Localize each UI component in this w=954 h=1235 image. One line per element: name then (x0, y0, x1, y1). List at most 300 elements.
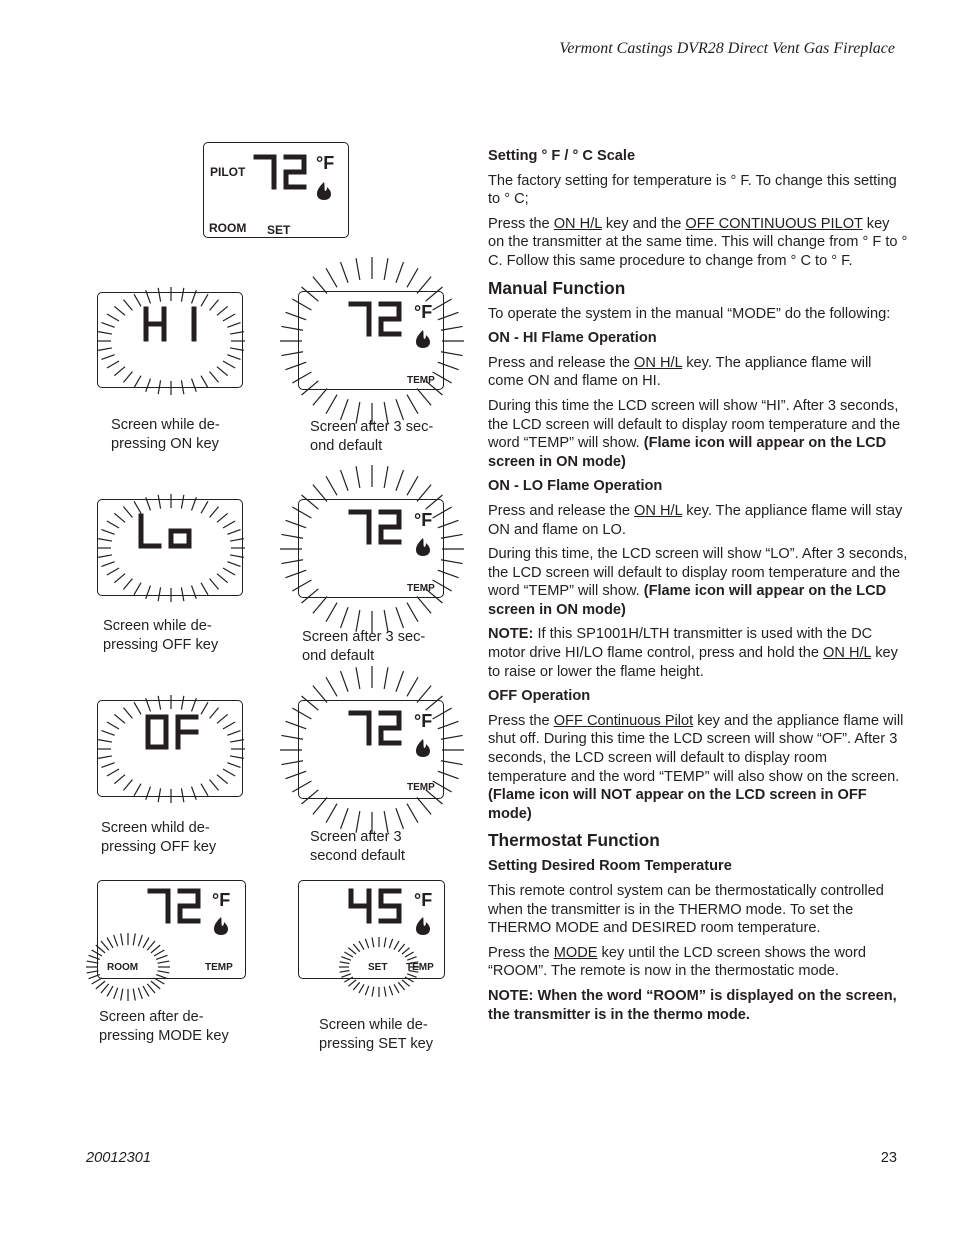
flash-ray (341, 607, 349, 628)
flash-ray (405, 952, 414, 957)
flash-ray (417, 277, 431, 294)
text-run: Press the (488, 712, 554, 729)
flash-ray (121, 934, 123, 946)
flash-ray (98, 555, 112, 557)
thermostat-subheading: Setting Desired Room Temperature (488, 858, 732, 875)
key-name: OFF CONTINUOUS PILOT (685, 215, 863, 232)
flash-ray (384, 466, 388, 488)
flash-ray (398, 944, 404, 952)
flash-ray (201, 501, 208, 513)
lo-paragraph-1 (488, 502, 908, 539)
text-run: key. The appliance flame will stay ON and flame on LO. (488, 502, 903, 538)
caption-mode: Screen after de- pressing MODE key (99, 1009, 229, 1044)
hi-paragraph-2 (488, 397, 908, 471)
flash-ray (417, 596, 431, 613)
flash-ray (154, 950, 164, 956)
flash-ray (394, 941, 399, 950)
flash-ray (433, 299, 452, 310)
document-number: 20012301 (86, 1150, 151, 1166)
flash-ray (340, 970, 350, 972)
digit-display (150, 891, 198, 921)
unit-label: °F (212, 890, 231, 910)
hi-paragraph-1 (488, 354, 908, 391)
flash-ray (372, 987, 374, 997)
flash-ray (426, 696, 443, 710)
flash-ray (101, 941, 109, 950)
key-name: ON H/L (634, 354, 683, 371)
flash-ray (407, 603, 418, 622)
flash-ray (223, 314, 235, 321)
flame-shape (317, 182, 331, 200)
flash-ray (302, 696, 319, 710)
text-run: key and the appliance flame will shut off. During this time the LCD screen will show “OF”. After 3 seconds, the LCD screen will default to display room temperature and the word “TEMP” will also show on the screen. (488, 712, 904, 785)
off-paragraph (488, 712, 908, 824)
flash-ray (407, 476, 418, 495)
flash-ray (344, 952, 353, 957)
flash-ray (326, 395, 337, 414)
flash-ray (313, 686, 327, 703)
flash-ray (146, 497, 151, 510)
flash-ray (114, 574, 125, 583)
flash-ray (341, 808, 349, 829)
digit-display (351, 512, 399, 542)
text-run: During this time, the LCD screen will show “LO”. After 3 seconds, the LCD screen will default to display room temperature and the word “TEMP” will show. (488, 546, 908, 600)
unit-label: °F (414, 510, 433, 530)
lo-flame-heading: ON - LO Flame Operation (488, 478, 663, 495)
flash-ray (326, 476, 337, 495)
flash-ray (96, 945, 105, 953)
flash-ray (407, 804, 418, 823)
flash-ray (313, 388, 327, 405)
flash-ray (227, 763, 240, 768)
flash-ray (217, 306, 228, 315)
flash-ray (154, 978, 164, 984)
text-run: key and the (601, 215, 686, 232)
flash-ray (89, 955, 100, 959)
flash-ray (114, 988, 118, 999)
flash-ray (340, 962, 350, 964)
flame-icon (416, 739, 430, 757)
flash-ray (384, 937, 386, 947)
flash-ray (286, 771, 307, 779)
flash-ray (341, 974, 350, 977)
flash-ray (147, 984, 155, 993)
flash-ray (98, 348, 112, 350)
flash-ray (210, 507, 219, 518)
flash-ray (365, 986, 368, 995)
flash-ray (146, 379, 151, 392)
temp-label: TEMP (205, 962, 233, 973)
flash-ray (223, 722, 235, 729)
flash-ray (230, 756, 244, 758)
flame-shape (416, 739, 430, 757)
flash-ray (433, 580, 452, 591)
flash-ray (114, 775, 125, 784)
flash-ray (181, 788, 183, 802)
flash-ray (158, 587, 160, 601)
flash-ray (441, 761, 463, 765)
temp-label: TEMP (406, 962, 434, 973)
flash-ray (227, 562, 240, 567)
flash-ray (217, 574, 228, 583)
text-run: Press the (488, 215, 554, 232)
bold-note: (Flame icon will NOT appear on the LCD screen in OFF mode) (488, 787, 867, 822)
flash-ray (123, 780, 132, 791)
caption-72-after-lo: Screen after 3 sec- ond default (302, 629, 426, 664)
flash-ray (134, 501, 141, 513)
lcd-screen-mode (97, 880, 246, 979)
flash-ray (384, 987, 386, 997)
key-name: ON H/L (823, 645, 872, 662)
flash-rays (97, 287, 245, 395)
lcd-screen-hi (97, 292, 243, 388)
digit-display (141, 516, 189, 546)
flash-ray (394, 984, 399, 993)
hi-flame-heading: ON - HI Flame Operation (488, 330, 657, 347)
flash-ray (89, 975, 100, 979)
flash-ray (292, 299, 311, 310)
flash-ray (158, 380, 160, 394)
flash-ray (286, 520, 307, 528)
caption-hi: Screen while de- pressing ON key (111, 417, 220, 452)
text-run: key until the LCD screen shows the word “ROOM”. The remote is now in the thermostatic mode. (488, 944, 866, 980)
flash-ray (114, 714, 125, 723)
text-run: If this SP1001H/LTH transmitter is used with the DC motor drive HI/LO flame control, press and hold the (488, 626, 873, 662)
flash-ray (313, 277, 327, 294)
flash-ray (286, 721, 307, 729)
flash-ray (407, 268, 418, 287)
flash-ray (133, 934, 135, 946)
flash-ray (101, 323, 114, 328)
note-label: NOTE: (488, 626, 534, 643)
flash-ray (341, 470, 349, 491)
lcd-screen-of (97, 700, 243, 797)
off-operation-heading: OFF Operation (488, 688, 591, 705)
flash-ray (107, 986, 113, 996)
flash-ray (192, 497, 197, 510)
flash-ray (123, 507, 132, 518)
flash-ray (143, 986, 149, 996)
text-run: key. The appliance flame will come ON and flame on HI. (488, 354, 872, 390)
flash-ray (192, 586, 197, 599)
caption-lo: Screen while de- pressing OFF key (103, 618, 219, 653)
scale-paragraph-2 (488, 215, 908, 271)
flash-ray (114, 306, 125, 315)
flame-icon (416, 917, 430, 935)
flash-ray (114, 367, 125, 376)
flash-ray (92, 950, 102, 956)
flash-ray (230, 740, 244, 742)
flash-ray (286, 362, 307, 370)
lo-paragraph-2 (488, 545, 908, 619)
flash-ray (396, 262, 404, 283)
text-run: key to raise or lower the flame height. (488, 645, 898, 680)
key-name: ON H/L (634, 502, 683, 519)
flash-ray (92, 978, 102, 984)
flash-ray (192, 698, 197, 711)
flash-ray (101, 731, 114, 736)
digit-display (351, 713, 399, 743)
flame-icon (214, 917, 228, 935)
flash-ray (292, 372, 311, 383)
flash-ray (348, 948, 356, 954)
flash-ray (326, 804, 337, 823)
caption-set: Screen while de- pressing SET key (319, 1017, 434, 1052)
flash-ray (107, 938, 113, 948)
flash-ray (407, 974, 416, 977)
unit-label: °F (414, 302, 433, 322)
flash-ray (133, 989, 135, 1001)
flash-ray (417, 388, 431, 405)
flash-ray (426, 495, 443, 509)
flash-ray (158, 288, 160, 302)
key-name: MODE (553, 944, 598, 961)
digit-display (256, 157, 304, 187)
flash-ray (123, 300, 132, 311)
flash-ray (230, 348, 244, 350)
flash-ray (156, 955, 167, 959)
caption-72-after-of: Screen after 3 second default (310, 829, 405, 864)
flash-ray (341, 399, 349, 420)
flash-ray (341, 671, 349, 692)
flash-ray (210, 372, 219, 383)
flash-ray (402, 948, 410, 954)
flash-ray (356, 667, 360, 689)
flash-ray (286, 570, 307, 578)
room-label: ROOM (209, 221, 247, 235)
flame-shape (416, 330, 430, 348)
flash-ray (146, 698, 151, 711)
flash-ray (344, 977, 353, 982)
flash-ray (210, 300, 219, 311)
flash-ray (353, 982, 359, 990)
flash-ray (313, 596, 327, 613)
flash-rays (97, 695, 245, 803)
flash-ray (210, 780, 219, 791)
lcd-screen-set (298, 880, 445, 979)
bold-note: (Flame icon will appear on the LCD screen in ON mode) (488, 583, 887, 618)
flash-ray (230, 332, 244, 334)
flash-ray (134, 294, 141, 306)
flash-ray (396, 671, 404, 692)
flash-ray (326, 268, 337, 287)
flash-ray (302, 495, 319, 509)
flash-ray (107, 722, 119, 729)
unit-label: °F (316, 153, 335, 173)
flash-ray (438, 312, 459, 320)
flash-ray (96, 981, 105, 989)
flash-ray (417, 797, 431, 814)
flash-ray (107, 361, 119, 368)
lcd-screen-top (203, 142, 349, 238)
flash-ray (107, 314, 119, 321)
flash-ray (384, 258, 388, 280)
flash-ray (326, 603, 337, 622)
flash-ray (417, 485, 431, 502)
flash-rays (280, 465, 464, 633)
flash-ray (433, 781, 452, 792)
flash-ray (281, 326, 303, 330)
flash-ray (147, 941, 155, 950)
text-run: Press and release the (488, 354, 635, 371)
flash-ray (230, 555, 244, 557)
flash-ray (192, 787, 197, 800)
flash-ray (356, 466, 360, 488)
thermo-mode-note: NOTE: When the word “ROOM” is displayed on the screen, the transmitter is in the thermo mode. (488, 987, 897, 1023)
flash-ray (107, 568, 119, 575)
flash-ray (407, 957, 416, 960)
flash-ray (217, 513, 228, 522)
thermostat-function-heading: Thermostat Function (488, 830, 660, 851)
page-number: 23 (880, 1150, 897, 1166)
flash-ray (192, 290, 197, 303)
flash-ray (227, 355, 240, 360)
running-header: Vermont Castings DVR28 Direct Vent Gas Fireplace (559, 40, 895, 57)
lcd-screen-72-after-lo (298, 499, 444, 598)
flash-ray (433, 372, 452, 383)
flash-ray (398, 982, 404, 990)
flash-ray (114, 935, 118, 946)
flash-ray (158, 696, 160, 710)
flash-ray (227, 323, 240, 328)
text-run: Press and release the (488, 502, 635, 519)
flash-ray (326, 677, 337, 696)
flash-ray (396, 470, 404, 491)
flash-ray (281, 560, 303, 564)
flash-ray (158, 495, 160, 509)
flash-ray (201, 784, 208, 796)
flash-ray (151, 945, 160, 953)
flash-ray (227, 731, 240, 736)
digit-display (148, 717, 196, 747)
caption-of: Screen whild de- pressing OFF key (101, 820, 217, 855)
flash-ray (114, 513, 125, 522)
flash-ray (302, 287, 319, 301)
flash-ray (210, 708, 219, 719)
flash-ray (192, 379, 197, 392)
digit-display (146, 309, 194, 339)
lcd-screen-lo (97, 499, 243, 596)
flash-ray (107, 769, 119, 776)
flash-ray (123, 372, 132, 383)
flash-ray (98, 539, 112, 541)
flash-ray (281, 761, 303, 765)
flash-ray (302, 381, 319, 395)
room-label: ROOM (107, 962, 139, 973)
flash-ray (441, 560, 463, 564)
scale-heading: Setting ° F / ° C Scale (488, 148, 636, 164)
flash-ray (101, 763, 114, 768)
unit-label: °F (414, 711, 433, 731)
flame-icon (416, 538, 430, 556)
flash-ray (292, 708, 311, 719)
flash-ray (121, 989, 123, 1001)
flash-ray (201, 294, 208, 306)
flash-ray (134, 583, 141, 595)
flash-ray (396, 399, 404, 420)
digit-display (351, 891, 399, 921)
flash-ray (313, 485, 327, 502)
flash-ray (292, 580, 311, 591)
flash-ray (433, 708, 452, 719)
flash-ray (134, 376, 141, 388)
digit-display (351, 304, 399, 334)
thermostat-paragraph-1: This remote control system can be thermostatically controlled when the transmitter is in the THERMO mode. To set the THERMO MODE and DESIRED room temperature. (488, 883, 884, 937)
flash-ray (143, 938, 149, 948)
temp-label: TEMP (407, 375, 435, 386)
flash-ray (389, 939, 392, 948)
flash-ray (87, 961, 99, 963)
scale-paragraph-1: The factory setting for temperature is ° F. To change this setting to ° C; (488, 172, 897, 208)
flash-ray (123, 579, 132, 590)
flash-ray (438, 520, 459, 528)
flash-ray (181, 587, 183, 601)
flash-ray (292, 507, 311, 518)
flash-ray (210, 579, 219, 590)
flash-ray (134, 702, 141, 714)
manual-intro: To operate the system in the manual “MODE” do the following: (488, 305, 891, 322)
flash-ray (146, 290, 151, 303)
flash-ray (359, 984, 364, 993)
flash-ray (426, 287, 443, 301)
flash-ray (438, 362, 459, 370)
flash-ray (101, 530, 114, 535)
flash-ray (123, 708, 132, 719)
flash-ray (441, 326, 463, 330)
lcd-screen-72-after-of (298, 700, 444, 799)
flash-ray (438, 771, 459, 779)
flash-ray (302, 589, 319, 603)
temp-label: TEMP (407, 782, 435, 793)
flash-ray (359, 941, 364, 950)
flash-ray (156, 975, 167, 979)
flame-shape (416, 917, 430, 935)
flash-ray (217, 714, 228, 723)
set-label: SET (267, 223, 291, 237)
flash-ray (201, 583, 208, 595)
flash-ray (341, 262, 349, 283)
key-name: OFF Continuous Pilot (553, 712, 694, 729)
flash-ray (134, 784, 141, 796)
flash-ray (372, 937, 374, 947)
flash-ray (217, 367, 228, 376)
flash-ray (146, 586, 151, 599)
flash-ray (181, 495, 183, 509)
flash-ray (396, 607, 404, 628)
flash-ray (98, 740, 112, 742)
flash-ray (138, 988, 142, 999)
flash-ray (286, 312, 307, 320)
bold-note: (Flame icon will appear on the LCD screen in ON mode) (488, 435, 887, 470)
flash-ray (158, 961, 170, 963)
flash-ray (402, 980, 410, 986)
flash-ray (441, 735, 463, 739)
flash-ray (353, 944, 359, 952)
flame-icon (416, 330, 430, 348)
flash-ray (438, 570, 459, 578)
flash-ray (407, 677, 418, 696)
flash-ray (433, 507, 452, 518)
flash-ray (356, 258, 360, 280)
flash-ray (158, 971, 170, 973)
flash-ray (417, 686, 431, 703)
flash-ray (281, 352, 303, 356)
flash-ray (389, 986, 392, 995)
flash-ray (365, 939, 368, 948)
flash-ray (138, 935, 142, 946)
text-run: key on the transmitter at the same time. This will change from ° F to ° C. Follow this same procedure to change from ° C to ° F. (488, 215, 908, 269)
flash-ray (281, 735, 303, 739)
